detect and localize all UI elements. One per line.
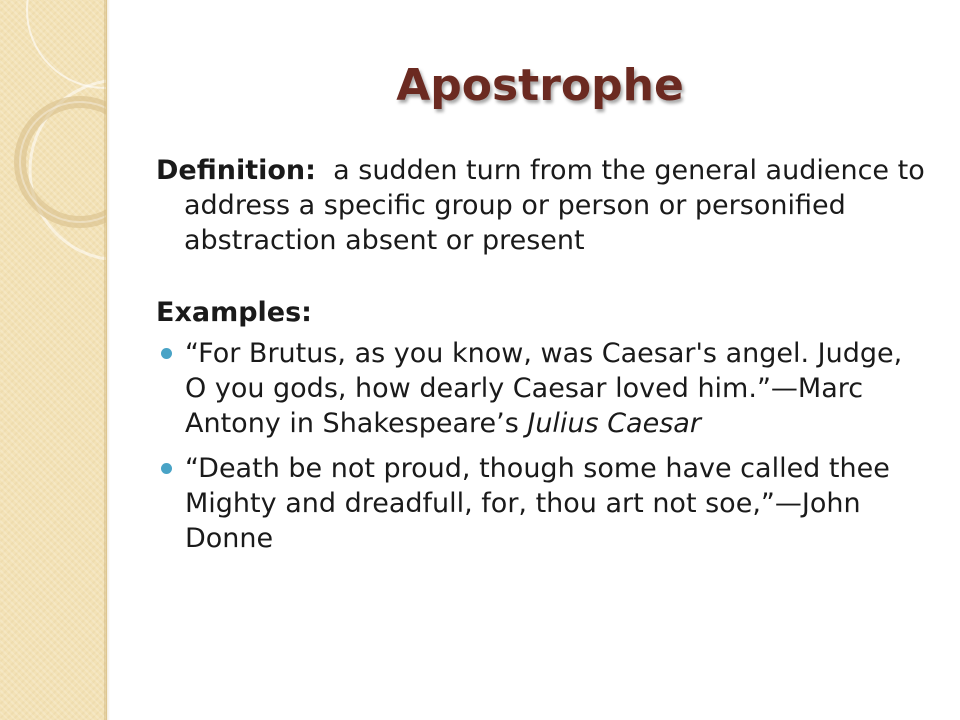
examples-list [156,336,926,556]
example-item-donne [156,451,926,556]
sidebar-decoration [0,0,107,720]
example-quote-brutus: “For Brutus, as you know, was Caesar's angel. Judge, O you gods, how dearly Caesar loved him.”—Marc Antony in Shakespeare’s [185,338,903,439]
definition-paragraph [156,153,926,258]
bullet-icon [161,463,172,474]
examples-label: Examples: [156,297,312,328]
decorative-circles-icon [0,0,107,260]
example-item-brutus [156,336,926,441]
bullet-icon [161,348,172,359]
definition-label: Definition: [156,155,316,186]
work-title-julius-caesar: Julius Caesar [527,408,701,439]
slide-content [156,153,926,566]
example-quote-donne-line1: “Death be not proud, though some have called thee [185,453,890,484]
slide-title: Apostrophe [396,60,684,111]
example-quote-donne-line2: Mighty and dreadfull, for, thou art not soe,”—John Donne [185,488,861,554]
sidebar-edge-shadow [104,0,110,720]
definition-text: a sudden turn from the general audience to address a specific group or person or personified abstraction absent or present [184,155,925,256]
